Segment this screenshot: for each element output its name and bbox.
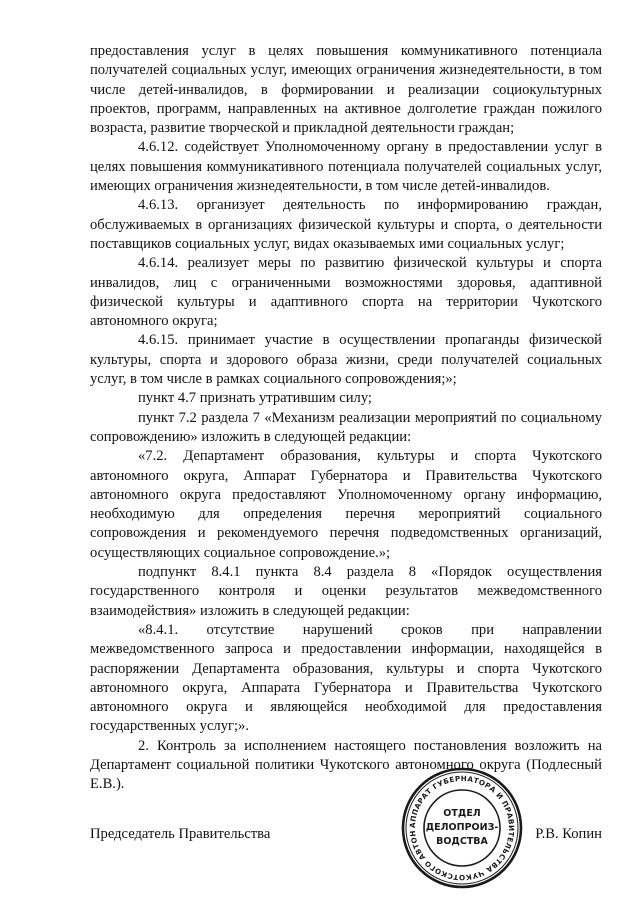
paragraph-4-6-14: 4.6.14. реализует меры по развитию физической культуры и спорта инвалидов, лиц с ограниченными возможностями здоровья, адаптивной физической культуры и адаптивного спорта на территории Чукотского автономного округа; [90,255,602,330]
paragraph-4-6-15: 4.6.15. принимает участие в осуществлении пропаганды физической культуры, спорта и здорового образа жизни, среди получателей социальных услуг, в том числе в рамках социального сопровождения;»; [90,332,602,388]
paragraph-4-6-12: 4.6.12. содействует Уполномоченному органу в предоставлении услуг в целях повышения коммуникативного потенциала получателей социальных услуг, имеющих ограничения жизнедеятельности, в том числе детей-инвалидов. [90,139,602,195]
paragraph-8-4-1-intro: подпункт 8.4.1 пункта 8.4 раздела 8 «Порядок осуществления государственного контроля и оценки результатов межведомственного взаимодействия» изложить в следующей редакции: [90,564,602,619]
office-stamp [400,766,524,890]
svg-text:ОТДЕЛ: ОТДЕЛ [443,808,481,819]
stamp-seal-icon [400,766,524,890]
signatory-position: Председатель Правительства [90,826,271,842]
paragraph-control-clause: 2. Контроль за исполнением настоящего постановления возложить на Департамент социальной политики Чукотского автономного округа (Подлесный Е.В.). [90,737,602,793]
svg-text:ДЕЛОПРОИЗ-: ДЕЛОПРОИЗ- [425,822,499,833]
document-body [90,42,602,795]
signature-block [90,826,602,846]
paragraph-7-2-intro: пункт 7.2 раздела 7 «Механизм реализации мероприятий по социальному сопровождению» изложить в следующей редакции: [90,409,602,445]
svg-text:АППАРАТ ГУБЕРНАТОРА И ПРАВИТЕЛ: АППАРАТ ГУБЕРНАТОРА И ПРАВИТЕЛЬСТВА ЧУКОТСКОГО АВТОН [407,773,517,883]
paragraph-7-2-text: «7.2. Департамент образования, культуры и спорта Чукотского автономного округа, Аппарат Губернатора и Правительства Чукотского автономного округа предоставляют Уполномоченному органу информацию, необходимую для определения перечня мероприятий социального сопровождения и рекомендуемого перечня подведомственных организаций, осуществляющих социальное сопровождение.»; [90,448,602,561]
signatory-name: Р.В. Копин [535,826,602,842]
paragraph-intro-continuation: предоставления услуг в целях повышения коммуникативного потенциала получателей социальных услуг, имеющих ограничения жизнедеятельности, в том числе детей-инвалидов, в формировании и реализации социокультурных проектов, программ, направленных на активное долголетие граждан пожилого возраста, развитие творческой и прикладной деятельности граждан; [90,43,602,137]
paragraph-4-7-repeal: пункт 4.7 признать утратившим силу; [138,390,372,407]
paragraph-4-6-13: 4.6.13. организует деятельность по информированию граждан, обслуживаемых в организациях физической культуры и спорта, о деятельности поставщиков социальных услуг, видах оказываемых ими социальных услуг; [90,197,602,252]
paragraph-8-4-1-text: «8.4.1. отсутствие нарушений сроков при направлении межведомственного запроса и предоставлении информации, находящейся в распоряжении Департамента образования, культуры и спорта Чукотского автономного округа, Аппарата Губернатора и Правительства Чукотского автономного округа и являющейся необходимой для предоставления государственных услуг;». [90,621,602,735]
svg-text:ВОДСТВА: ВОДСТВА [436,836,488,847]
